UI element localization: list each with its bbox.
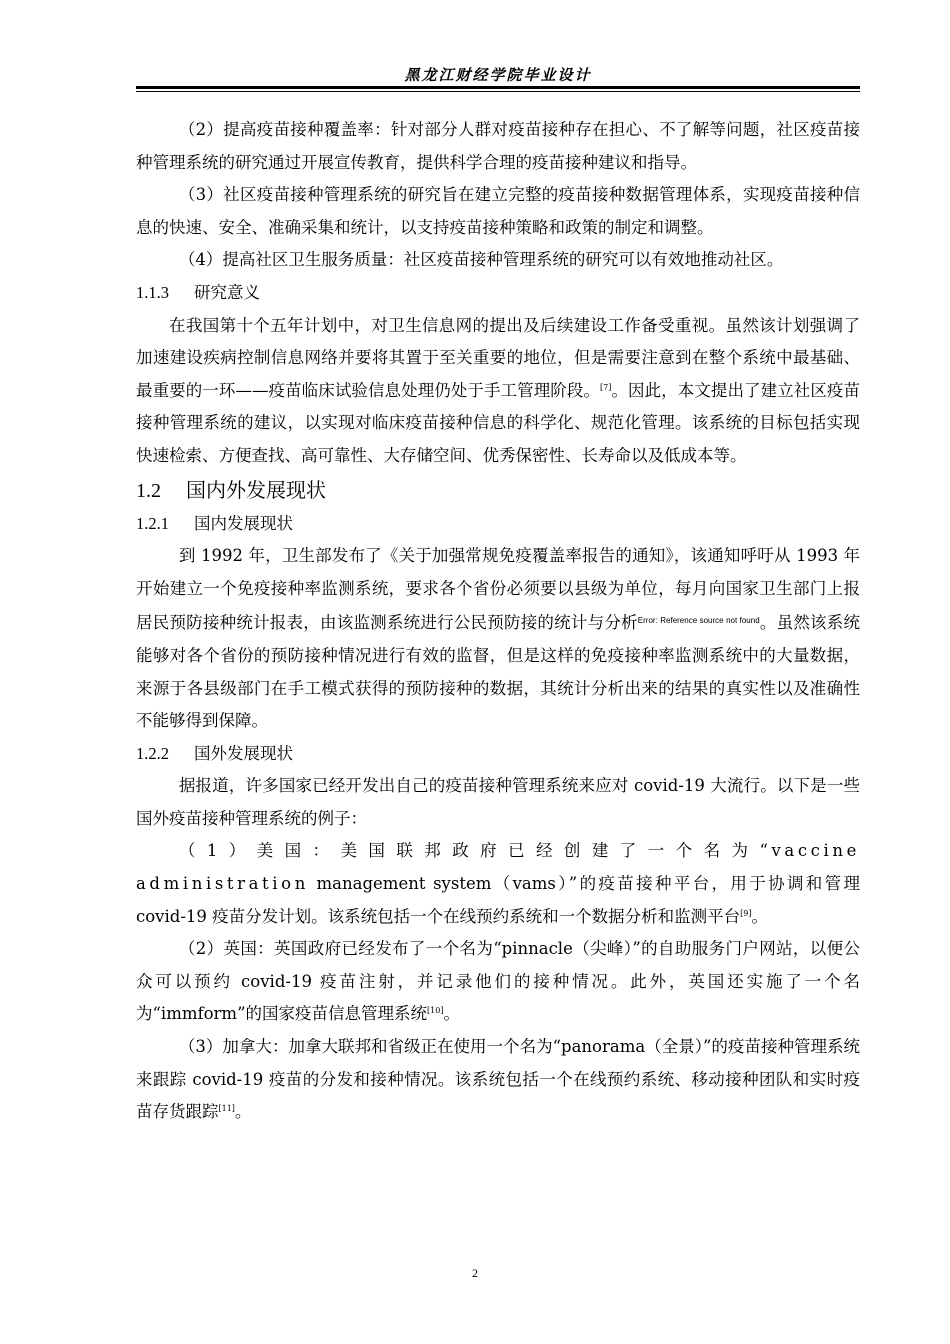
section-title: 国内外发展现状 (186, 477, 326, 502)
section-number: 1.2 (136, 479, 161, 502)
paragraph-text: 在我国第十个五年计划中，对卫生信息网的提出及后续建设工作备受重视。虽然该计划强调了加速建设疾病控制信息网络并要将其置于至关重要的地位，但是需要注意到在整个系统中最基础、最重要的一环——疫苗临床试验信息处理仍处于手工管理阶段。 (136, 315, 860, 400)
section-number: 1.2.1 (136, 513, 169, 533)
paragraph-text: （1）美国：美国联邦政府已经创建了一个名为“vaccine administration (136, 841, 860, 894)
citation-ref: [9] (740, 908, 752, 918)
paragraph-text: 。因此，本文提出了建立社区疫苗接种管理系统的建议，以实现对临床疫苗接种信息的科学化、规范化管理。该系统的目标包括实现快速检索、方便查找、高可靠性、大存储空间、优秀保密性、长寿命以及低成本等。 (136, 380, 861, 465)
citation-ref: [10] (427, 1006, 444, 1016)
paragraph-text: 。 (751, 906, 768, 926)
paragraph-text: management system（vams）”的疫苗接种平台，用于协调和管理 covid-19 疫苗分发计划。该系统包括一个在线预约系统和一个数据分析和监测平台 (136, 874, 860, 926)
section-number: 1.2.2 (136, 743, 169, 763)
citation-error: Error: Reference source not found (637, 616, 760, 626)
citation-ref: [11] (218, 1104, 235, 1114)
paragraph-foreign-intro: 据报道，许多国家已经开发出自己的疫苗接种管理系统来应对 covid-19 大流行。以下是一些国外疫苗接种管理系统的例子： (136, 776, 860, 828)
section-title: 研究意义 (194, 282, 260, 302)
paragraph-uk (136, 933, 860, 1031)
section-title: 国内发展现状 (194, 513, 293, 533)
paragraph-text: 。 (234, 1102, 252, 1122)
paragraph-text: （2）英国：英国政府已经发布了一个名为“pinnacle（尖峰）”的自助服务门户网站，以便公众可以预约 covid-19 疫苗注射，并记录他们的接种情况。此外，英国还实施了一个名为“immform”的国家疫苗信息管理系统 (136, 939, 860, 1024)
paragraph-coverage: （2）提高疫苗接种覆盖率：针对部分人群对疫苗接种存在担心、不了解等问题，社区疫苗接种管理系统的研究通过开展宣传教育，提供科学合理的疫苗接种建议和指导。 (136, 120, 860, 172)
section-heading-1-2-2 (136, 738, 860, 771)
paragraph-significance (136, 310, 860, 473)
paragraph-text: 到 1992 年，卫生部发布了《关于加强常规免疫覆盖率报告的通知》，该通知呼吁从 1993 年开始建立一个免疫接种率监测系统，要求各个省份必须要以县级为单位，每月向国家卫生部门上报居民预防接种统计报表，由该监测系统进行公民预防接的统计与分析 (136, 546, 860, 633)
page-number: 2 (472, 1266, 478, 1280)
section-heading-1-2-1 (136, 508, 860, 541)
header-rule-thick (136, 86, 860, 89)
paragraph-canada (136, 1031, 860, 1129)
paragraph-domestic (136, 540, 860, 738)
section-number: 1.1.3 (136, 282, 169, 302)
page-header-title: 黑龙江财经学院毕业设计 (404, 66, 592, 84)
paragraph-data-system: （3）社区疫苗接种管理系统的研究旨在建立完整的疫苗接种数据管理体系，实现疫苗接种信息的快速、安全、准确采集和统计，以支持疫苗接种策略和政策的制定和调整。 (136, 185, 860, 237)
document-body (136, 114, 860, 1129)
paragraph-text: （3）加拿大：加拿大联邦和省级正在使用一个名为“panorama（全景）”的疫苗接种管理系统来跟踪 covid-19 疫苗的分发和接种情况。该系统包括一个在线预约系统、移动接种团队和实时疫苗存货跟踪 (136, 1037, 860, 1122)
header-rule-thin (136, 91, 860, 92)
paragraph-text: 。虽然该系统能够对各个省份的预防接种情况进行有效的监督，但是这样的免疫接种率监测系统中的大量数据，来源于各县级部门在手工模式获得的预防接种的数据，其统计分析出来的结果的真实性以及准确性不能够得到保障。 (136, 613, 861, 731)
section-heading-1-2 (136, 473, 860, 508)
section-title: 国外发展现状 (194, 743, 293, 763)
citation-ref: [7] (600, 382, 612, 392)
paragraph-usa (136, 835, 860, 933)
paragraph-service-quality: （4）提高社区卫生服务质量：社区疫苗接种管理系统的研究可以有效地推动社区。 (178, 250, 784, 270)
paragraph-text: 。 (443, 1004, 460, 1024)
section-heading-1-1-3 (136, 277, 860, 310)
